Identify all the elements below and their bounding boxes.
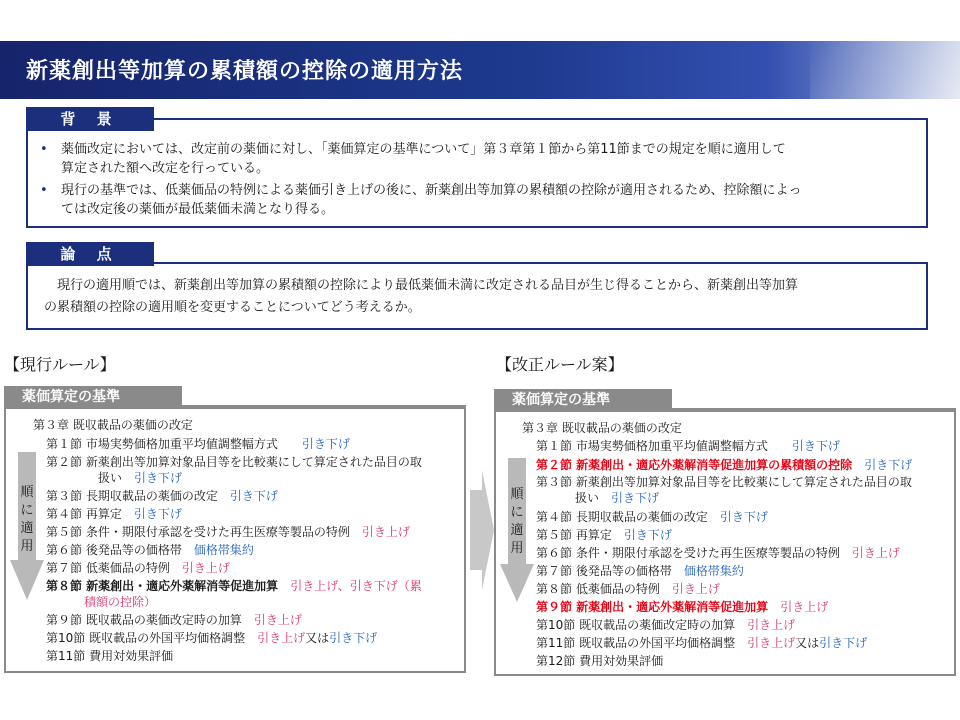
section-label: 第９節 新薬創出・適応外薬解消等促進加算 xyxy=(536,600,769,614)
order-label-proposed xyxy=(509,486,525,558)
effect-tag: 引き上げ xyxy=(780,600,829,614)
current-rule-tab-tail xyxy=(4,405,466,409)
section-label: 第５節 再算定 xyxy=(536,528,612,542)
order-char: 順 xyxy=(20,485,34,500)
effect-tag: 引き下げ xyxy=(134,471,183,485)
order-char: 適 xyxy=(510,523,524,538)
effect-tag: 引き下げ xyxy=(791,439,840,453)
section-label: 第５節 条件・期限付承認を受けた再生医療等製品の特例 xyxy=(46,525,350,539)
current-section-5 xyxy=(46,524,410,541)
effect-tag: 引き上げ xyxy=(747,636,796,650)
proposed-section-12 xyxy=(536,653,663,670)
proposed-section-9 xyxy=(536,599,828,616)
order-char: 用 xyxy=(20,539,34,554)
proposed-section-11 xyxy=(536,635,867,652)
proposed-chapter: 第３章 既収載品の薬価の改定 xyxy=(522,421,682,435)
proposed-section-4 xyxy=(536,509,768,526)
effect-tag: 引き下げ xyxy=(611,491,660,505)
section-label: 第８節 低薬価品の特例 xyxy=(536,582,660,596)
proposed-section-2 xyxy=(536,457,912,474)
bullet-dot: • xyxy=(40,183,48,198)
proposed-section-7 xyxy=(536,563,744,580)
effect-tag: 引き下げ xyxy=(229,489,278,503)
effect-tag: 引き上げ xyxy=(851,546,900,560)
section-label: 第６節 条件・期限付承認を受けた再生医療等製品の特例 xyxy=(536,546,840,560)
proposed-section-6 xyxy=(536,545,900,562)
current-chapter: 第３章 既収載品の薬価の改定 xyxy=(33,418,193,432)
current-section-9 xyxy=(46,612,302,629)
effect-tag: 引き上げ xyxy=(747,618,796,632)
proposed-section-3-cont xyxy=(575,490,659,507)
current-section-7 xyxy=(46,560,230,577)
section-label: 第２節 新薬創出・適応外薬解消等促進加算の累積額の控除 xyxy=(536,458,853,472)
background-bullet-1-line-1: 薬価改定においては、改定前の薬価に対し、「薬価算定の基準について」第３章第１節から第11節までの規定を順に適用して xyxy=(61,142,786,157)
background-bullet-1-line-2: 算定された額へ改定を行っている。 xyxy=(61,161,270,176)
issue-line-1: 現行の適用順では、新薬創出等加算の累積額の控除により最低薬価未満に改定される品目が生じ得ることから、新薬創出等加算 xyxy=(44,278,799,293)
background-bullet-2-line-1: 現行の基準では、低薬価品の特例による薬価引き上げの後に、新薬創出等加算の累積額の控除が適用されるため、控除額によっ xyxy=(61,183,802,198)
current-section-2 xyxy=(46,454,422,471)
current-section-10 xyxy=(46,630,377,647)
order-char: 用 xyxy=(510,541,524,556)
background-tag: 背 景 xyxy=(26,107,154,131)
effect-tag: 引き上げ xyxy=(253,613,302,627)
effect-tag: 引き下げ xyxy=(864,458,913,472)
proposed-section-8 xyxy=(536,581,720,598)
effect-tag: 価格帯集約 xyxy=(193,543,254,557)
section-label: 第10節 既収載品の外国平均価格調整 xyxy=(46,631,246,645)
section-label: 第９節 既収載品の薬価改定時の加算 xyxy=(46,613,242,627)
effect-tag: 引き下げ xyxy=(133,507,182,521)
effect-tag: 価格帯集約 xyxy=(683,564,744,578)
effect-tag: 引き上げ xyxy=(361,525,410,539)
effect-tag: 引き上げ xyxy=(671,582,720,596)
section-label: 扱い xyxy=(98,471,123,485)
section-label: 第11節 費用対効果評価 xyxy=(46,649,174,663)
section-label: 第12節 費用対効果評価 xyxy=(536,654,664,668)
issue-line-2: の累積額の控除の適用順を変更することについてどう考えるか。 xyxy=(44,300,421,315)
section-label: 第10節 既収載品の薬価改定時の加算 xyxy=(536,618,736,632)
conjunction: 又は xyxy=(305,631,330,645)
section-label: 第11節 既収載品の外国平均価格調整 xyxy=(536,636,736,650)
effect-tag: 引き下げ xyxy=(623,528,672,542)
section-label: 第４節 再算定 xyxy=(46,507,122,521)
current-section-8-cont xyxy=(84,594,156,611)
effect-tag: 引き下げ xyxy=(301,437,350,451)
order-label-current xyxy=(19,484,35,556)
section-label: 扱い xyxy=(575,491,600,505)
conjunction: 又は xyxy=(795,636,820,650)
current-rule-tab: 薬価算定の基準 xyxy=(4,386,182,408)
effect-tag: 積額の控除） xyxy=(84,595,157,609)
section-label: 第３節 長期収載品の薬価の改定 xyxy=(46,489,218,503)
page-title: 新薬創出等加算の累積額の控除の適用方法 xyxy=(26,59,464,84)
effect-tag: 引き上げ、引き下げ（累 xyxy=(290,579,422,593)
section-label: 第７節 低薬価品の特例 xyxy=(46,561,170,575)
current-section-11 xyxy=(46,648,173,665)
order-char: に xyxy=(20,503,34,518)
background-bullet-2-line-2: ては改定後の薬価が最低薬価未満となり得る。 xyxy=(61,202,335,217)
proposed-rule-tab-tail xyxy=(494,408,956,412)
order-char: に xyxy=(510,505,524,520)
current-section-1 xyxy=(46,436,350,453)
issue-box xyxy=(26,262,928,330)
section-label: 第２節 新薬創出等加算対象品目等を比較薬にして算定された品目の取 xyxy=(46,455,422,469)
effect-tag: 引き上げ xyxy=(257,631,306,645)
order-char: 順 xyxy=(510,487,524,502)
proposed-rule-tab: 薬価算定の基準 xyxy=(494,389,672,411)
title-bar xyxy=(0,41,960,99)
issue-tag: 論 点 xyxy=(26,242,154,266)
right-arrow-icon xyxy=(470,470,494,590)
section-label: 第１節 市場実勢価格加重平均値調整幅方式 xyxy=(46,437,278,451)
current-section-6 xyxy=(46,542,254,559)
proposed-section-10 xyxy=(536,617,795,634)
section-label: 第８節 新薬創出・適応外薬解消等促進加算 xyxy=(46,579,279,593)
proposed-section-5 xyxy=(536,527,672,544)
section-label: 第１節 市場実勢価格加重平均値調整幅方式 xyxy=(536,439,768,453)
proposed-rule-heading: 【改正ルール案】 xyxy=(496,355,624,374)
current-section-3 xyxy=(46,488,278,505)
current-section-2-cont xyxy=(98,470,182,487)
current-section-4 xyxy=(46,506,182,523)
section-label: 第７節 後発品等の価格帯 xyxy=(536,564,672,578)
effect-tag: 引き下げ xyxy=(719,510,768,524)
proposed-section-1 xyxy=(536,438,840,455)
section-label: 第６節 後発品等の価格帯 xyxy=(46,543,182,557)
current-rule-heading: 【現行ルール】 xyxy=(4,355,116,374)
section-label: 第４節 長期収載品の薬価の改定 xyxy=(536,510,708,524)
order-char: 適 xyxy=(20,521,34,536)
effect-tag: 引き上げ xyxy=(181,561,230,575)
bullet-dot: • xyxy=(40,142,48,157)
proposed-section-3 xyxy=(536,474,912,491)
section-label: 第３節 新薬創出等加算対象品目等を比較薬にして算定された品目の取 xyxy=(536,475,912,489)
effect-tag: 引き下げ xyxy=(819,636,868,650)
current-section-8 xyxy=(46,578,422,595)
effect-tag: 引き下げ xyxy=(329,631,378,645)
